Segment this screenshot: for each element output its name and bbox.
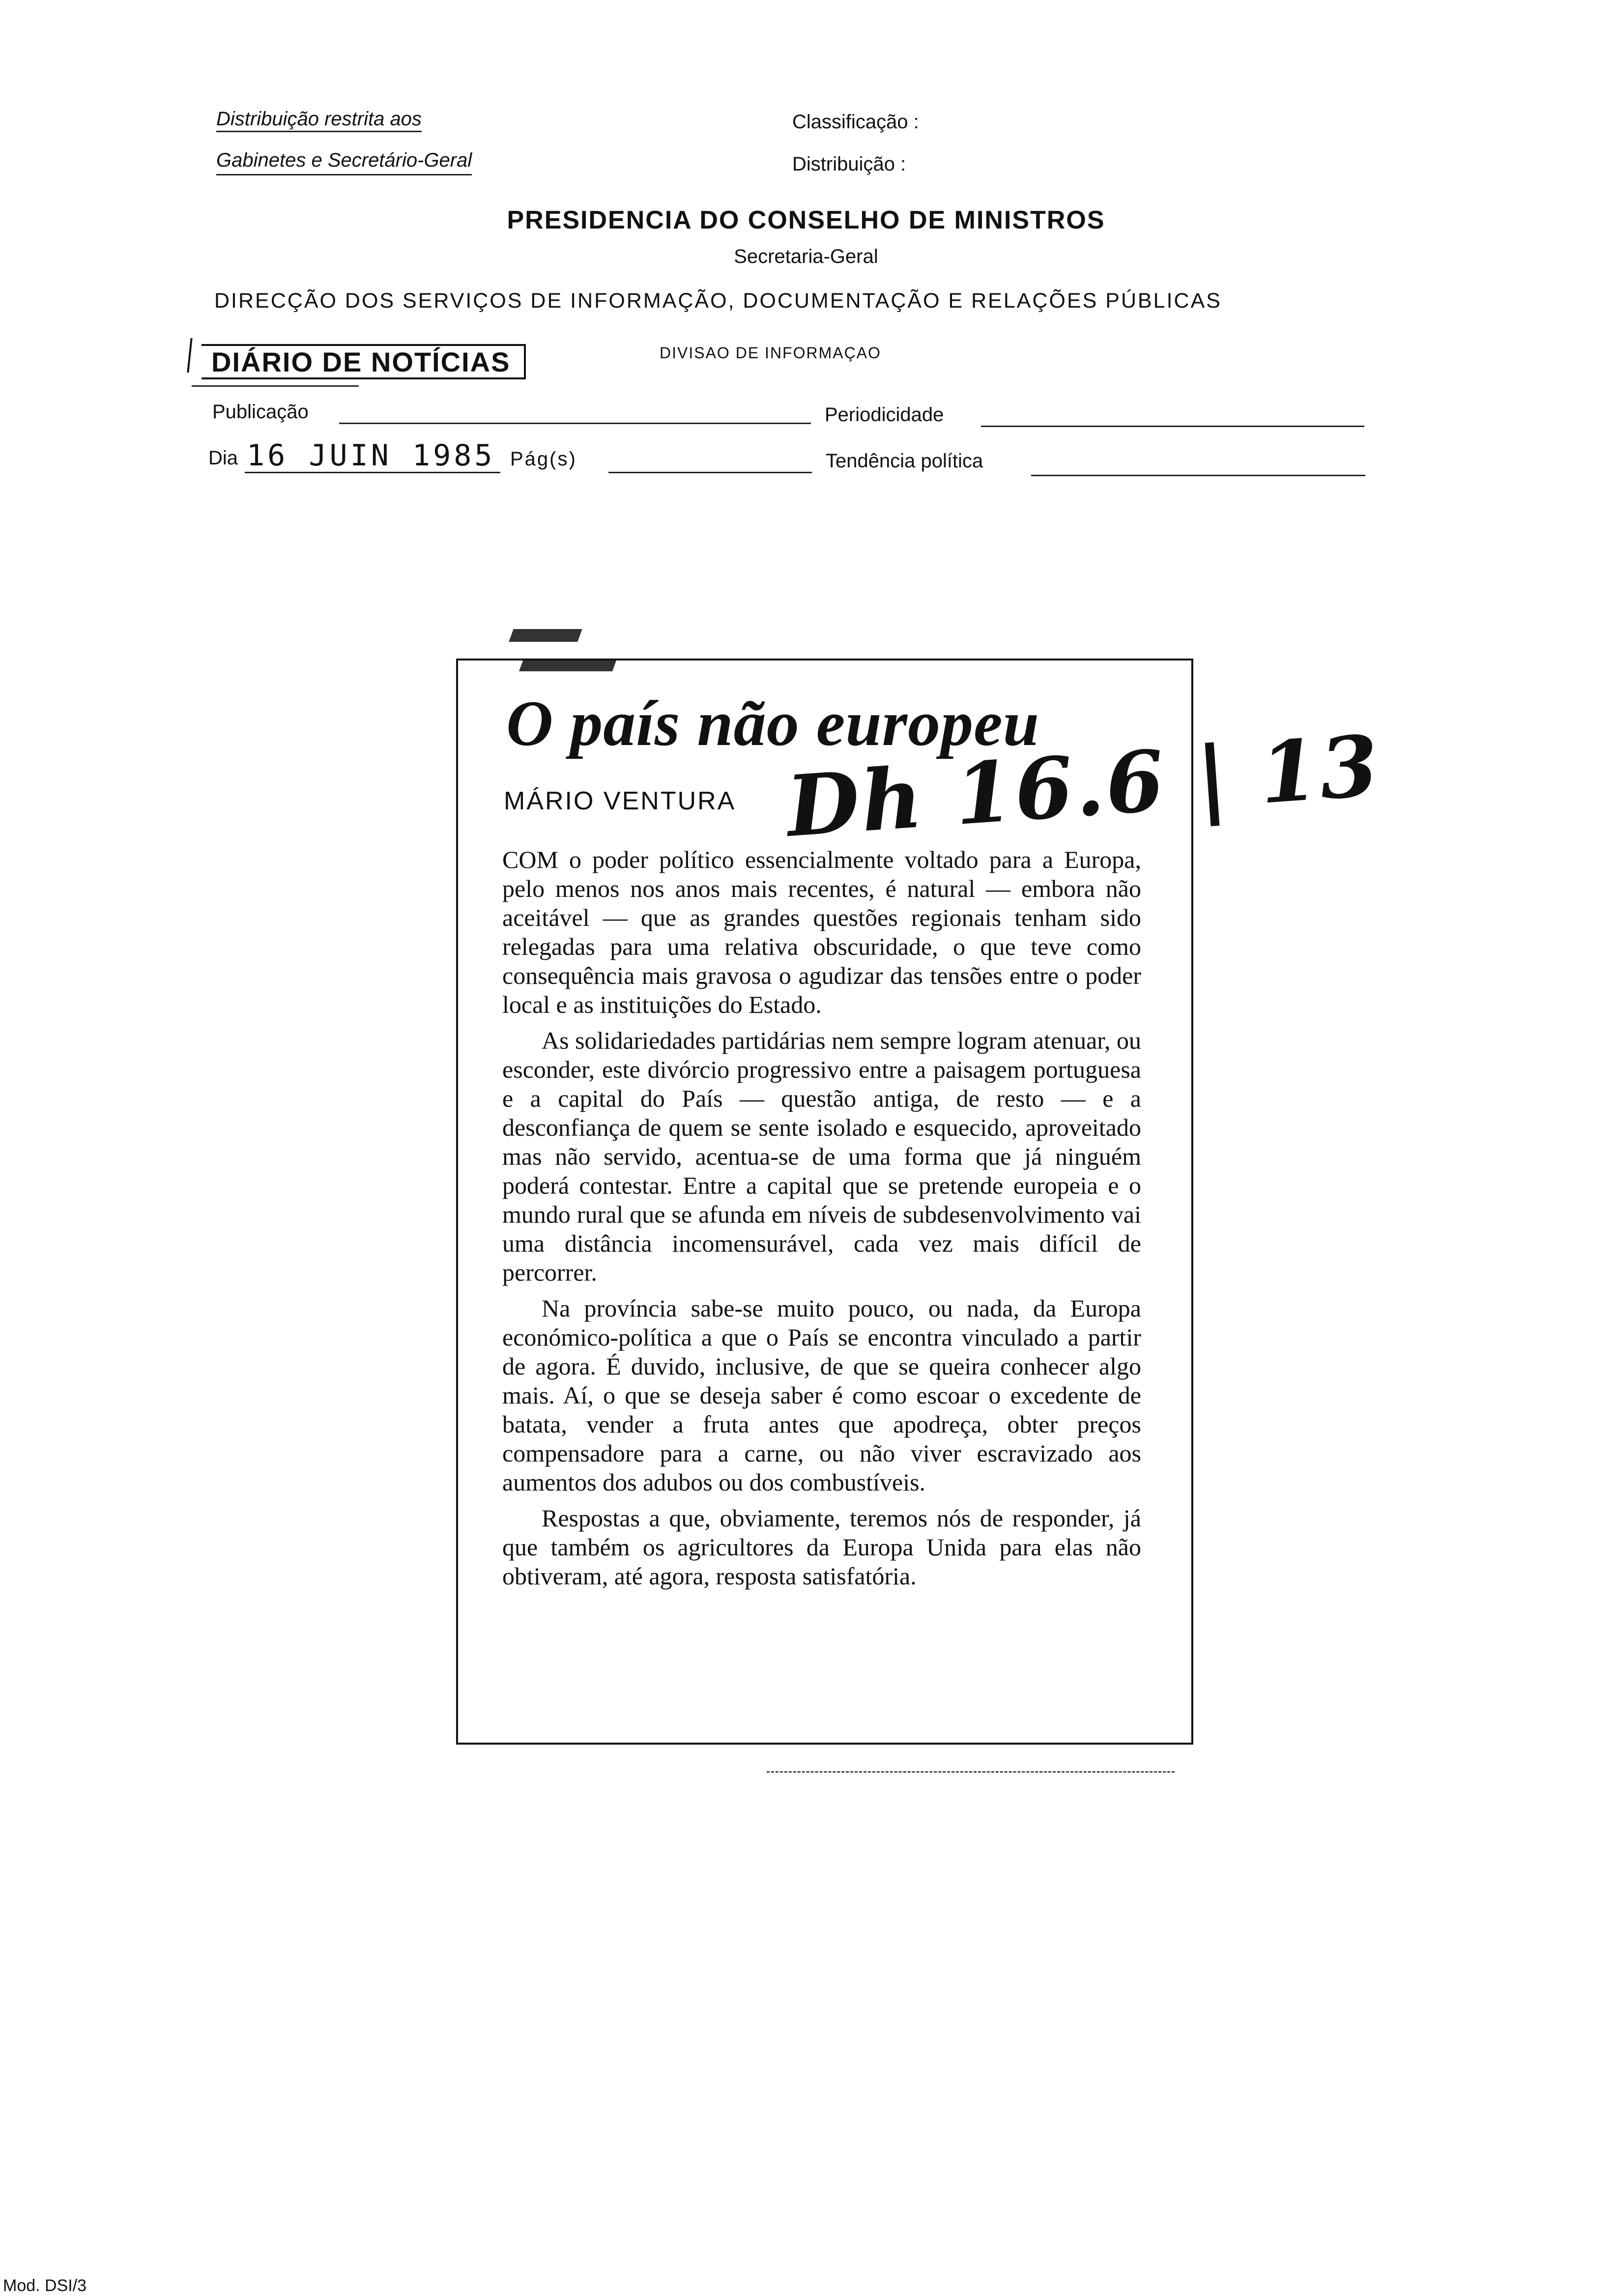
- article-paragraph: COM o poder político essencialmente voltado para a Europa, pelo menos nos anos mais recentes, é natural — embora não aceitável — que as grandes questões regionais tenham sido relegadas para uma relativa obscuridade, o que teve como consequência mais gravosa o agudizar das tensões entre o poder local e as instituições do Estado.: [502, 846, 1141, 1018]
- day-label: Dia: [208, 447, 238, 469]
- directorate-line: DIRECÇÃO DOS SERVIÇOS DE INFORMAÇÃO, DOCUMENTAÇÃO E RELAÇÕES PÚBLICAS: [214, 289, 1222, 313]
- scan-smudge: [509, 629, 582, 642]
- article-body: [502, 845, 1141, 1598]
- date-value: 16 JUIN 1985: [247, 438, 495, 473]
- article-title: O país não europeu: [506, 687, 1040, 759]
- handwritten-annotation: Dh 16.6 | 13: [783, 717, 1383, 856]
- publication-label: Publicação: [212, 401, 309, 423]
- classification-label: Classificação :: [792, 111, 919, 133]
- periodicity-label: Periodicidade: [825, 404, 944, 426]
- periodicity-field: [981, 426, 1364, 427]
- article-paragraph: Na província sabe-se muito pouco, ou nada, da Europa económico-política a que o País se encontra vinculado a partir de agora. É duvido, inclusive, de que se queira conhecer algo mais. Aí, o que se deseja saber é como escoar o excedente de batata, vender a fruta antes que apodreça, obter preços compensadore para a carne, ou não viver escravizado aos aumentos dos adubos ou dos combustíveis.: [502, 1294, 1141, 1496]
- pages-field: [608, 472, 812, 473]
- restricted-line-1: Distribuição restrita aos: [216, 109, 422, 132]
- tendency-label: Tendência política: [826, 450, 983, 472]
- newspaper-stamp: DIÁRIO DE NOTÍCIAS: [202, 344, 526, 379]
- tendency-field: [1031, 475, 1365, 476]
- restricted-line-2: Gabinetes e Secretário-Geral: [216, 150, 472, 175]
- article-paragraph: Respostas a que, obviamente, teremos nós de responder, já que também os agricultores da Europa Unida para elas não obtiveram, até agora, resposta satisfatória.: [502, 1504, 1141, 1590]
- distribution-label: Distribuição :: [792, 153, 906, 175]
- date-field: [245, 472, 500, 473]
- org-title: PRESIDENCIA DO CONSELHO DE MINISTROS: [507, 206, 1105, 234]
- division-label: DIVISAO DE INFORMAÇAO: [660, 344, 881, 362]
- stamp-rule: [192, 385, 359, 387]
- scan-artifact-line: [767, 1771, 1175, 1773]
- article-paragraph: As solidariedades partidárias nem sempre logram atenuar, ou esconder, este divórcio progressivo entre a paisagem portuguesa e a capital do País — questão antiga, de resto — e a desconfiança de quem se sente isolado e esquecido, aproveitado mas não servido, acentua-se de uma forma que já ninguém poderá contestar. Entre a capital que se pretende europeia e o mundo rural que se afunda em níveis de subdesenvolvimento vai uma distância incomensurável, cada vez mais difícil de percorrer.: [502, 1027, 1141, 1286]
- org-subtitle: Secretaria-Geral: [734, 246, 878, 267]
- article-author: MÁRIO VENTURA: [504, 787, 736, 815]
- publication-field: [339, 423, 811, 424]
- form-code: Mod. DSI/3: [3, 2276, 87, 2295]
- pages-label: Pág(s): [510, 448, 577, 470]
